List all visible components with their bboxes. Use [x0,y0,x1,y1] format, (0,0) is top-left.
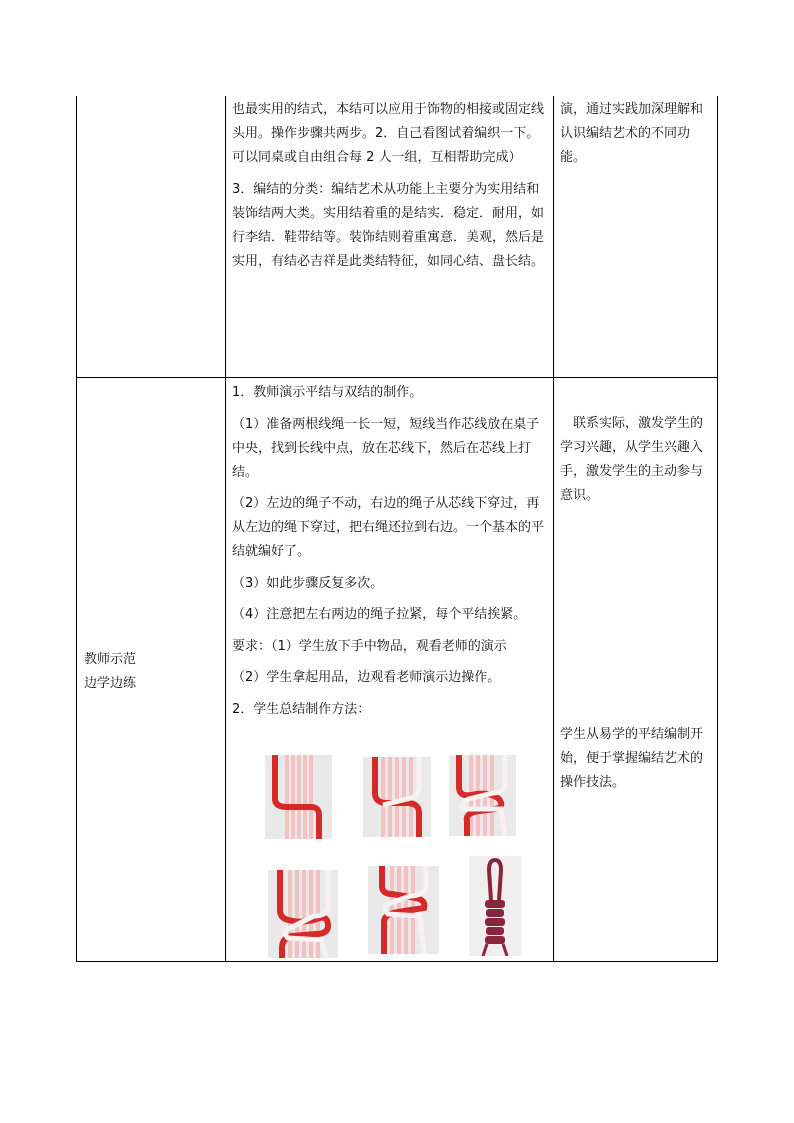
knot-step-image-1 [265,755,332,839]
knot-step-image-2 [363,757,431,837]
table-left-border [76,96,77,962]
column-divider-1 [225,96,226,962]
requirement-1: 要求：（1）学生放下手中物品，观看老师的演示 [232,638,507,654]
demo-step-2: （2）左边的绳子不动，右边的绳子从芯线下穿过，再从左边的绳下穿过，把右绳还拉到右边。一个基本的平结就编好了。 [232,496,545,559]
knot-step-image-5 [368,866,439,954]
column-divider-2 [553,96,554,962]
top-paragraph-1: 也最实用的结式，本结可以应用于饰物的相接或固定线头用。操作步骤共两步。2．自己看图试着编织一下。可以同桌或自由组合每 2 人一组，互相帮助完成） [232,102,545,165]
knot-step-image-6 [469,856,521,956]
demo-step-title: 1．教师演示平结与双结的制作。 [232,385,423,400]
top-middle-cell [232,98,548,281]
section-label-line1: 教师示范 [84,652,137,667]
table-right-border [717,96,718,962]
knot-step-image-3 [449,755,516,836]
demo-step-3: （3）如此步骤反复多次。 [232,575,384,591]
requirement-2: （2）学生拿起用品，边观看老师演示边操作。 [232,670,501,685]
section-label-line2: 边学边练 [84,676,137,691]
bottom-left-cell [84,648,214,696]
top-paragraph-2: 3．编结的分类：编结艺术从功能上主要分为实用结和装饰结两大类。实用结着重的是结实．稳定．耐用，如行李结．鞋带结等。装饰结则着重寓意．美观，然后是实用，有结必吉祥是此类结特征，如同心结、盘长结。 [232,181,545,269]
demo-step-1: （1）准备两根线绳一长一短，短线当作芯线放在桌子中央，找到长线中点，放在芯线下，然后在芯线上打结。 [232,416,540,480]
knot-step-image-4 [268,870,338,958]
top-right-cell [560,98,712,178]
table-bottom-border [76,961,718,962]
bottom-right-text-2 [560,723,712,803]
row-divider [76,377,718,378]
demo-step-4: （4）注意把左右两边的绳子拉紧，每个平结挨紧。 [232,607,527,622]
bottom-right-paragraph-2: 学生从易学的平结编制开始，便于掌握编结艺术的操作技法。 [560,727,704,790]
summary-step: 2．学生总结制作方法： [232,701,371,717]
bottom-right-paragraph-1: 联系实际，激发学生的学习兴趣，从学生兴趣入手，激发学生的主动参与意识。 [560,416,704,503]
bottom-middle-cell [232,381,548,729]
top-right-text: 演，通过实践加深理解和认识编结艺术的不同功能。 [560,102,704,165]
bottom-right-text-1 [560,412,712,516]
